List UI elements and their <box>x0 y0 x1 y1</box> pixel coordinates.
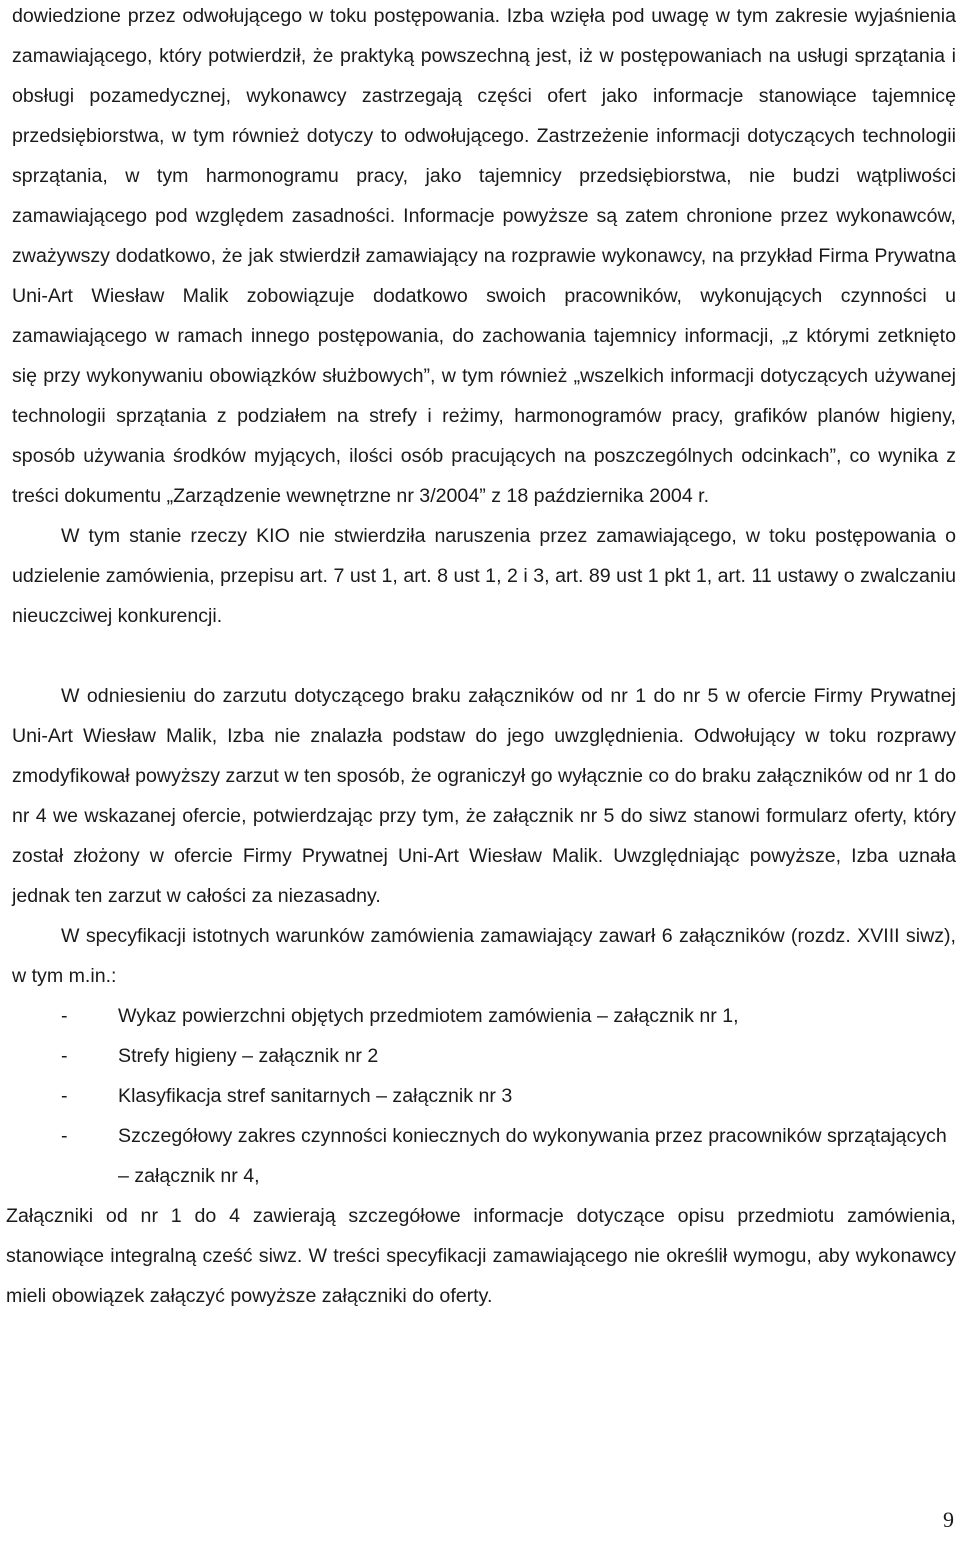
body-paragraph: W tym stanie rzeczy KIO nie stwierdziła naruszenia przez zamawiającego, w toku postępowania o udzielenie zamówienia, przepisu art. 7 ust 1, art. 8 ust 1, 2 i 3, art. 89 ust 1 pkt 1, art. 11 ustawy o zwalczaniu nieuczciwej konkurencji. <box>12 525 956 627</box>
attachments-list <box>12 996 956 1196</box>
list-item <box>12 1076 956 1116</box>
list-item <box>12 1116 956 1196</box>
list-item-text: Klasyfikacja stref sanitarnych – załącznik nr 3 <box>118 1085 513 1107</box>
page-number: 9 <box>943 1507 954 1532</box>
list-item-text: Wykaz powierzchni objętych przedmiotem zamówienia – załącznik nr 1, <box>118 1005 739 1027</box>
list-dash: - <box>61 1125 68 1147</box>
document-page <box>6 0 956 1316</box>
list-item <box>12 1036 956 1076</box>
list-dash: - <box>61 1005 68 1027</box>
body-paragraph: W odniesieniu do zarzutu dotyczącego braku załączników od nr 1 do nr 5 w ofercie Firmy Prywatnej Uni-Art Wiesław Malik, Izba nie znalazła podstaw do jego uwzględnienia. Odwołujący w toku rozprawy zmodyfikował powyższy zarzut w ten sposób, że ograniczył go wyłącznie co do braku załączników od nr 1 do nr 4 we wskazanej ofercie, potwierdzając przy tym, że załącznik nr 5 do siwz stanowi formularz oferty, który został złożony w ofercie Firmy Prywatnej Uni-Art Wiesław Malik. Uwzględniając powyższe, Izba uznała jednak ten zarzut w całości za niezasadny. <box>12 685 956 907</box>
list-item-text: Strefy higieny – załącznik nr 2 <box>118 1045 379 1067</box>
list-item <box>12 996 956 1036</box>
closing-paragraph: Załączniki od nr 1 do 4 zawierają szczegółowe informacje dotyczące opisu przedmiotu zamówienia, stanowiące integralną cześć siwz. W treści specyfikacji zamawiającego nie określił wymogu, aby wykonawcy mieli obowiązek załączyć powyższe załączniki do oferty. <box>6 1205 956 1307</box>
body-paragraph: dowiedzione przez odwołującego w toku postępowania. Izba wzięła pod uwagę w tym zakresie wyjaśnienia zamawiającego, który potwierdził, że praktyką powszechną jest, iż w postępowaniach na usługi sprzątania i obsługi pozamedycznej, wykonawcy zastrzegają części ofert jako informacje stanowiące tajemnicę przedsiębiorstwa, w tym również dotyczy to odwołującego. Zastrzeżenie informacji dotyczących technologii sprzątania, w tym harmonogramu pracy, jako tajemnicy przedsiębiorstwa, nie budzi wątpliwości zamawiającego pod względem zasadności. Informacje powyższe są zatem chronione przez wykonawców, zważywszy dodatkowo, że jak stwierdził zamawiający na rozprawie wykonawcy, na przykład Firma Prywatna Uni-Art Wiesław Malik zobowiązuje dodatkowo swoich pracowników, wykonujących czynności u zamawiającego w ramach innego postępowania, do zachowania tajemnicy informacji, „z którymi zetknięto się przy wykonywaniu obowiązków służbowych”, w tym również „wszelkich informacji dotyczących używanej technologii sprzątania z podziałem na strefy i reżimy, harmonogramów pracy, grafików planów higieny, sposób używania środków myjących, ilości osób pracujących na poszczególnych odcinkach”, co wynika z treści dokumentu „Zarządzenie wewnętrzne nr 3/2004” z 18 października 2004 r. <box>12 5 956 507</box>
list-dash: - <box>61 1085 68 1107</box>
list-dash: - <box>61 1045 68 1067</box>
list-item-text: Szczegółowy zakres czynności koniecznych do wykonywania przez pracowników sprzątających – załącznik nr 4, <box>118 1125 947 1187</box>
body-paragraph: W specyfikacji istotnych warunków zamówienia zamawiający zawarł 6 załączników (rozdz. XVIII siwz), w tym m.in.: <box>12 925 956 987</box>
